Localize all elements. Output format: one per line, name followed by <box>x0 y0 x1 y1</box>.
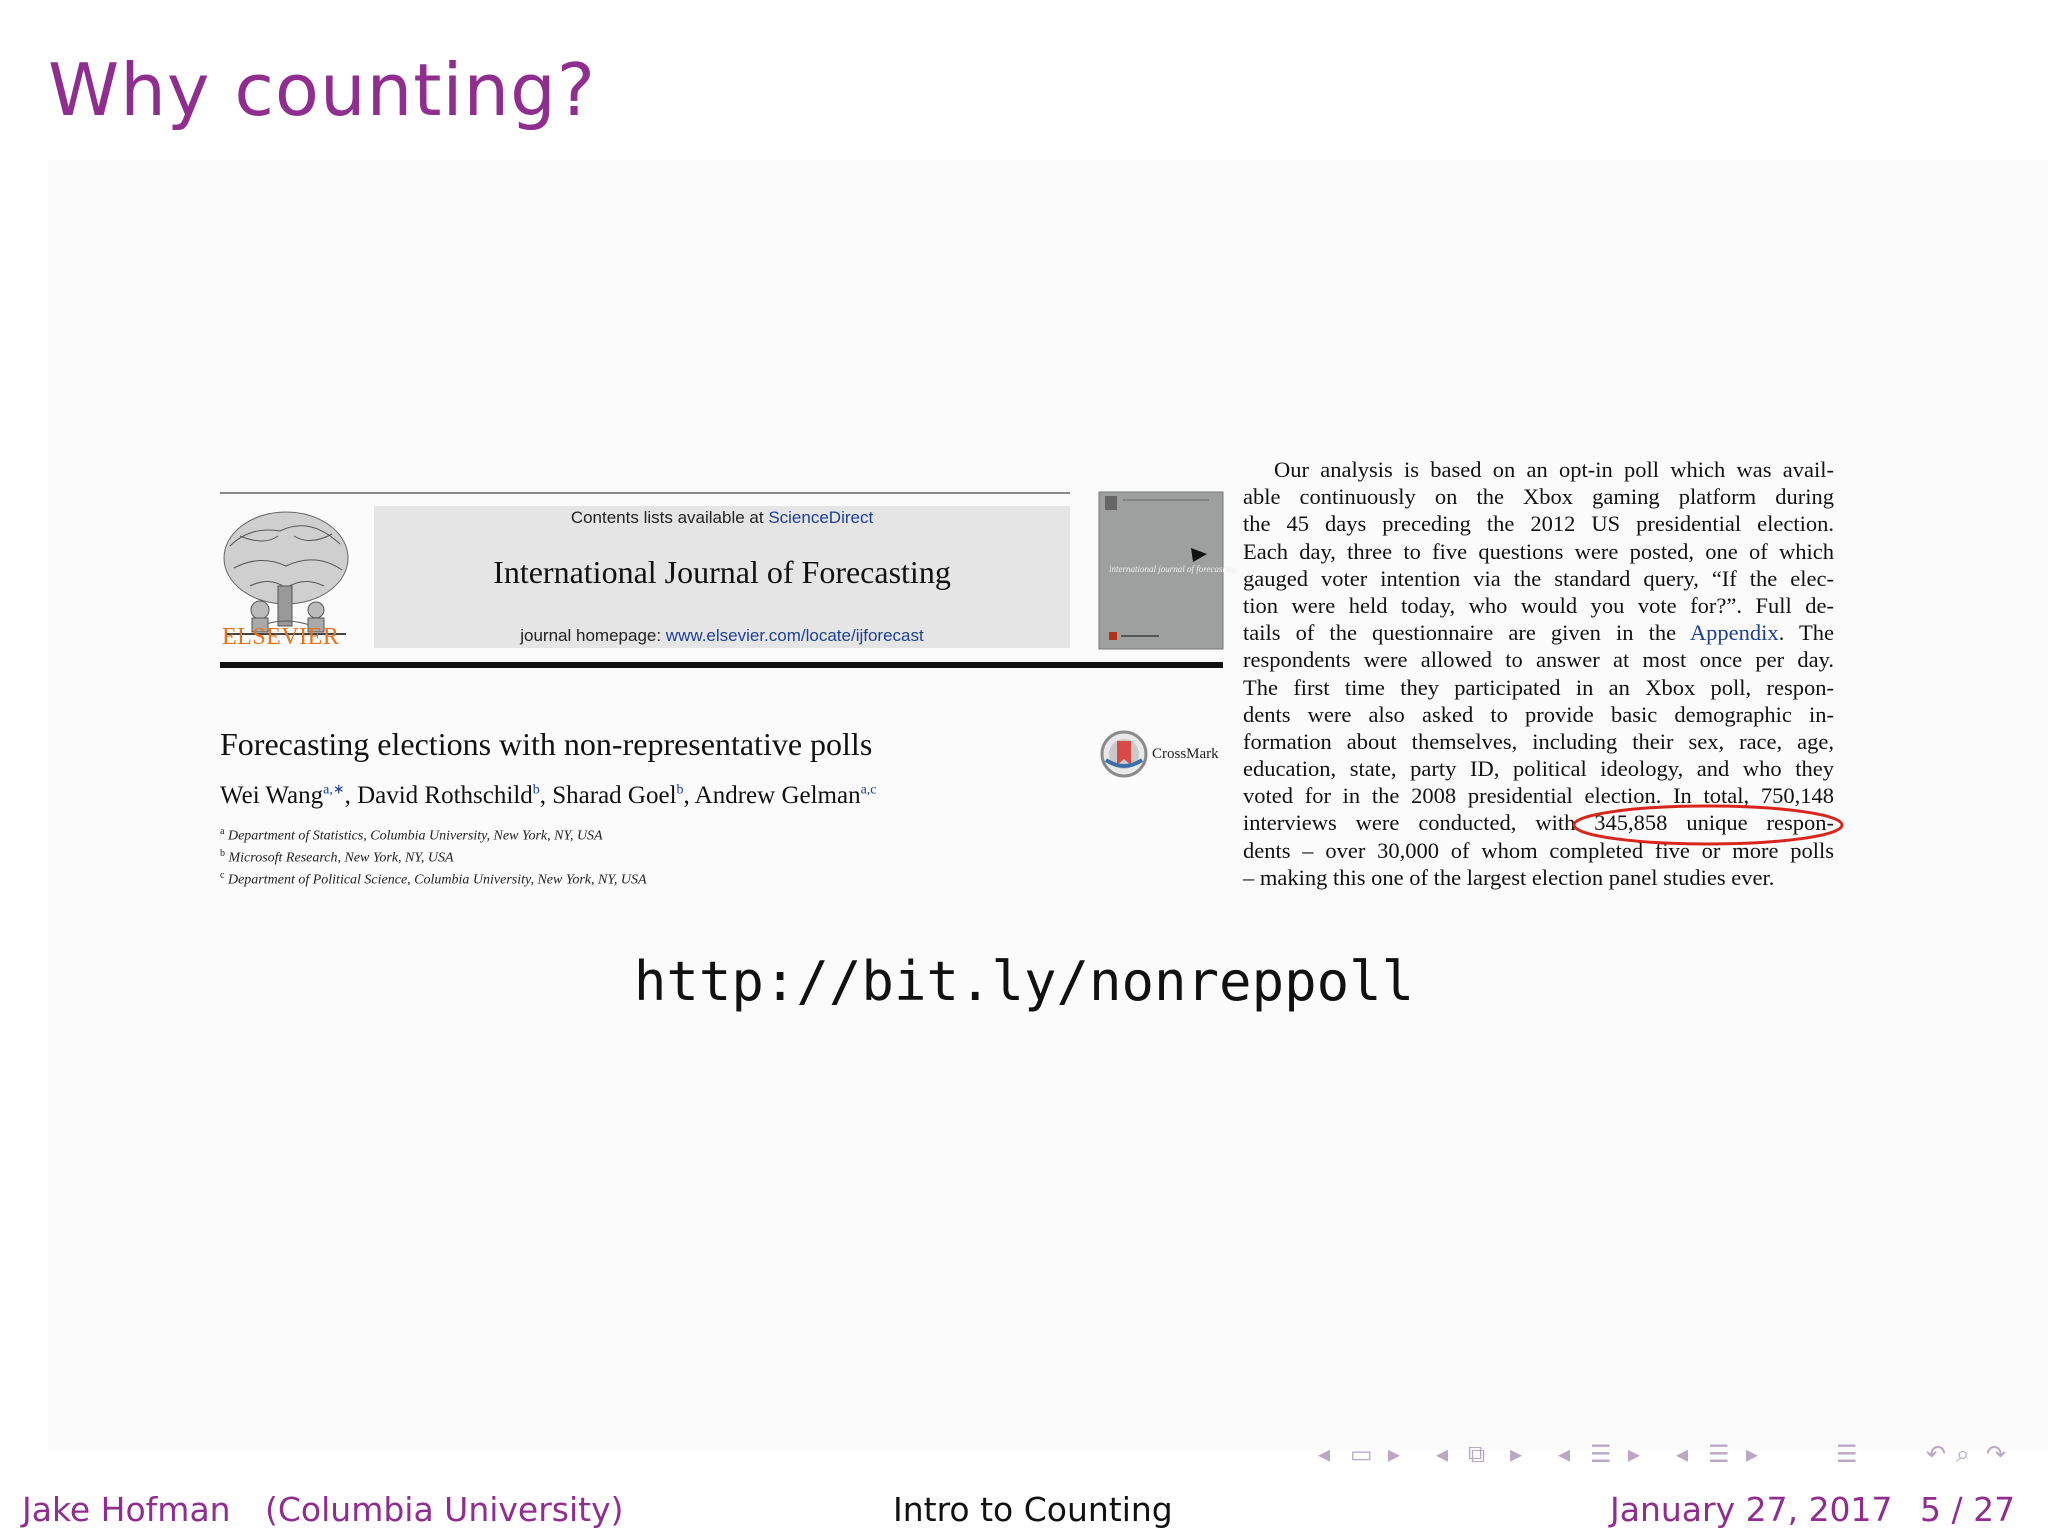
author <box>357 782 552 809</box>
excerpt-line: – making this one of the largest election panel studies ever. <box>1243 864 1775 890</box>
redo-icon[interactable]: ↷ <box>1986 1440 2007 1468</box>
author-name: David Rothschild <box>357 782 533 810</box>
paper-title: Forecasting elections with non-representative polls <box>220 726 873 762</box>
nav-right-arrow-icon[interactable]: ▸ <box>1510 1440 1523 1468</box>
appendix-link[interactable]: Appendix <box>1689 620 1779 646</box>
nav-left-arrow-icon[interactable]: ◂ <box>1436 1440 1449 1468</box>
author-affil-mark[interactable]: b <box>532 783 540 798</box>
crossmark-label[interactable]: CrossMark <box>1152 746 1219 762</box>
homepage-link[interactable]: www.elsevier.com/locate/ijforecast <box>665 626 924 645</box>
header-rule-bottom <box>220 662 1223 668</box>
author-list <box>220 782 877 810</box>
contents-prefix: Contents lists available at <box>570 508 769 527</box>
author-affil-mark[interactable]: b <box>676 783 684 798</box>
excerpt-line-highlighted: interviews were conducted, with 345,858 unique respon- <box>1243 810 1834 836</box>
beamer-navigation <box>1310 1440 2030 1470</box>
homepage-prefix: journal homepage: <box>520 626 666 645</box>
excerpt-line: voted for in the 2008 presidential election. In total, 750,148 <box>1243 783 1834 809</box>
excerpt-line: The first time they participated in an Xbox poll, respon- <box>1243 674 1834 700</box>
frame-icon[interactable]: ▭ <box>1350 1440 1373 1468</box>
excerpt-line: the 45 days preceding the 2012 US presidential election. <box>1243 511 1834 537</box>
search-icon[interactable]: ⌕ <box>1956 1440 1970 1468</box>
publisher-name: ELSEVIER <box>222 624 340 650</box>
section-icon[interactable]: ☰ <box>1590 1440 1612 1468</box>
author-affil-mark[interactable]: a,∗ <box>323 783 345 798</box>
subsection-icon[interactable]: ⧉ <box>1468 1440 1486 1468</box>
sciencedirect-link[interactable]: ScienceDirect <box>768 508 874 527</box>
footer-institution: (Columbia University) <box>265 1490 624 1529</box>
author-name: Andrew Gelman <box>694 782 861 810</box>
affiliation-text: Microsoft Research, New York, NY, USA <box>228 850 454 866</box>
nav-left-arrow-icon[interactable]: ◂ <box>1318 1440 1331 1468</box>
excerpt-line: gauged voter intention via the standard query, “If the elec- <box>1243 565 1834 591</box>
crossmark-icon[interactable] <box>1100 730 1148 778</box>
excerpt-line: education, state, party ID, political ideology, and who they <box>1243 756 1834 782</box>
author-name: Wei Wang <box>220 782 324 810</box>
nav-right-arrow-icon[interactable]: ▸ <box>1388 1440 1401 1468</box>
nav-left-arrow-icon[interactable]: ◂ <box>1676 1440 1689 1468</box>
slide-footer <box>0 1488 2048 1536</box>
nav-right-arrow-icon[interactable]: ▸ <box>1746 1440 1759 1468</box>
journal-cover-image <box>1099 492 1237 649</box>
journal-name: International Journal of Forecasting <box>493 554 951 590</box>
author-affil-mark[interactable]: a,c <box>860 783 877 798</box>
affiliation <box>220 870 647 889</box>
slide-title: Why counting? <box>48 48 597 132</box>
author <box>695 782 877 809</box>
excerpt-line: able continuously on the Xbox gaming platform during <box>1243 484 1834 510</box>
nav-right-arrow-icon[interactable]: ▸ <box>1628 1440 1641 1468</box>
affiliation-text: Department of Political Science, Columbia University, New York, NY, USA <box>227 872 647 888</box>
footer-date: January 27, 2017 <box>1610 1490 1893 1529</box>
footer-talk-title: Intro to Counting <box>893 1490 1173 1529</box>
toc-icon[interactable]: ☰ <box>1708 1440 1730 1468</box>
highlight-ellipse <box>1570 803 1846 847</box>
paper-url[interactable]: http://bit.ly/nonreppoll <box>633 950 1415 1013</box>
excerpt-line: Our analysis is based on an opt-in poll which was avail- <box>1274 457 1834 482</box>
affiliation-mark: c <box>220 870 225 881</box>
author-separator: , <box>539 782 553 810</box>
excerpt-text: tails of the questionnaire are given in the <box>1243 620 1677 646</box>
header-rule-top <box>220 492 1070 494</box>
author-name: Sharad Goel <box>552 782 677 810</box>
contents-line <box>374 508 1070 528</box>
excerpt-line: respondents were allowed to answer at most once per day. <box>1243 647 1834 673</box>
affiliation-mark: b <box>220 848 225 859</box>
nav-left-arrow-icon[interactable]: ◂ <box>1558 1440 1571 1468</box>
excerpt-line: tion were held today, who would you vote for?”. Full de- <box>1243 592 1834 618</box>
affiliation <box>220 826 603 845</box>
affiliation <box>220 848 454 867</box>
author <box>220 782 357 809</box>
excerpt-text: . The <box>1778 620 1834 646</box>
footer-page-number: 5 / 27 <box>1920 1490 2016 1529</box>
author-separator: , <box>344 782 358 810</box>
excerpt-line: dents – over 30,000 of whom completed five or more polls <box>1243 837 1834 863</box>
footer-author: Jake Hofman <box>22 1490 231 1529</box>
excerpt-line: dents were also asked to provide basic demographic in- <box>1243 701 1834 727</box>
excerpt-line: Each day, three to five questions were posted, one of which <box>1243 538 1834 564</box>
author <box>552 782 694 809</box>
author-separator: , <box>683 782 695 810</box>
svg-text:international journal of forec: international journal of forecasting <box>1109 564 1237 574</box>
affiliation-mark: a <box>220 826 225 837</box>
outline-icon[interactable]: ☰ <box>1836 1440 1858 1468</box>
excerpt-line-appendix <box>1243 619 1834 646</box>
affiliation-text: Department of Statistics, Columbia University, New York, NY, USA <box>227 828 603 844</box>
undo-icon[interactable]: ↶ <box>1926 1440 1947 1468</box>
homepage-line <box>374 626 1070 646</box>
excerpt-line: formation about themselves, including their sex, race, age, <box>1243 728 1834 754</box>
